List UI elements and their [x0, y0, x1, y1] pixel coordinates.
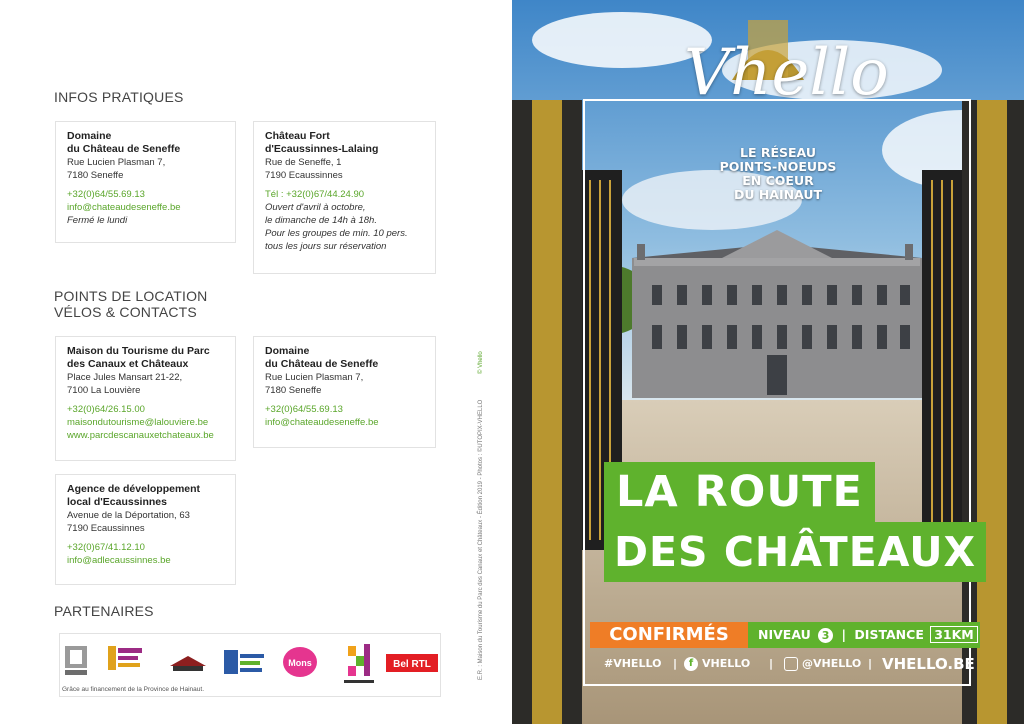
- separator: |: [868, 657, 873, 670]
- card-title: du Château de Seneffe: [67, 143, 181, 155]
- card-email-link[interactable]: maisondutourisme@lalouviere.be: [67, 417, 209, 428]
- instagram-handle[interactable]: @VHELLO: [802, 657, 862, 670]
- tagline-line: DU HAINAUT: [733, 187, 823, 202]
- distance-value: 31KM: [930, 626, 978, 643]
- contact-card-seneffe-2: [253, 336, 436, 448]
- card-city: 7190 Ecaussinnes: [265, 170, 343, 181]
- title-line-2: DES CHÂTEAUX: [604, 522, 986, 582]
- card-address: Rue Lucien Plasman 7,: [67, 157, 166, 168]
- niveau-number: 3: [818, 628, 833, 643]
- vhello-logo: Vhello: [684, 36, 889, 110]
- card-title: d'Ecaussinnes-Lalaing: [265, 143, 379, 155]
- card-email-link[interactable]: info@chateaudeseneffe.be: [265, 417, 379, 428]
- visit-mons-logo: [282, 646, 322, 682]
- card-title: local d'Ecaussinnes: [67, 496, 167, 508]
- separator: |: [673, 657, 678, 670]
- facebook-icon[interactable]: f: [684, 657, 698, 671]
- tagline: [708, 146, 848, 202]
- card-title: Domaine: [265, 345, 310, 357]
- contact-card-maison-tourisme: [55, 336, 236, 461]
- card-title: Domaine: [67, 130, 112, 142]
- card-note: Fermé le lundi: [67, 215, 128, 226]
- location-title: POINTS DE LOCATION: [54, 288, 208, 304]
- card-city: 7180 Seneffe: [265, 385, 322, 396]
- svg-text:Bel RTL: Bel RTL: [393, 659, 431, 670]
- card-address: Place Jules Mansart 21-22,: [67, 372, 183, 383]
- card-phone: +32(0)64/26.15.00: [67, 404, 145, 415]
- card-email-link[interactable]: info@chateaudeseneffe.be: [67, 202, 181, 213]
- location-title: VÉLOS & CONTACTS: [54, 304, 197, 320]
- partner-roof-logo: [170, 656, 206, 672]
- svg-text:Mons: Mons: [288, 658, 312, 668]
- card-title: du Château de Seneffe: [265, 358, 379, 370]
- card-phone: Tél : +32(0)67/44.24.90: [265, 189, 365, 200]
- card-website-link[interactable]: www.parcdescanauxetchateaux.be: [67, 430, 214, 441]
- card-address: Rue de Seneffe, 1: [265, 157, 342, 168]
- card-email-link[interactable]: info@adlecaussinnes.be: [67, 555, 171, 566]
- partners-title: PARTENAIRES: [54, 603, 154, 619]
- parc-canaux-chateaux-logo: [224, 650, 264, 678]
- contact-card-ecaussinnes-lalaing: [253, 121, 436, 274]
- contact-card-adl-ecaussinnes: [55, 474, 236, 585]
- niveau-label: NIVEAU: [758, 627, 811, 642]
- separator: |: [769, 657, 774, 670]
- card-phone: +32(0)64/55.69.13: [265, 404, 343, 415]
- separator: |: [841, 627, 847, 642]
- card-city: 7180 Seneffe: [67, 170, 124, 181]
- social-row: [590, 652, 980, 676]
- hainaut-logo: [65, 646, 87, 676]
- card-title: Château Fort: [265, 130, 330, 142]
- card-note: Ouvert d'avril à octobre,: [265, 202, 366, 213]
- coeur-du-hainaut-logo: [108, 644, 144, 672]
- card-address: Rue Lucien Plasman 7,: [265, 372, 364, 383]
- belrtl-logo: [386, 654, 438, 672]
- funding-note: Grâce au financement de la Province de Hainaut.: [62, 686, 205, 693]
- card-note: tous les jours sur réservation: [265, 241, 387, 252]
- card-address: Avenue de la Déportation, 63: [67, 510, 190, 521]
- tagline-line: LE RÉSEAU: [739, 145, 816, 160]
- card-phone: +32(0)67/41.12.10: [67, 542, 145, 553]
- card-title: des Canaux et Châteaux: [67, 358, 189, 370]
- publisher-note: E.R. : Maison du Tourisme du Parc des Canaux et Châteaux - Édition 2019 - Photos : ©UTOPIX-VHELLO: [478, 399, 484, 680]
- facebook-handle[interactable]: VHELLO: [702, 657, 751, 670]
- card-phone: +32(0)64/55.69.13: [67, 189, 145, 200]
- tagline-line: EN COEUR: [742, 173, 814, 188]
- title-line-1: LA ROUTE: [604, 462, 875, 522]
- card-note: le dimanche de 14h à 18h.: [265, 215, 377, 226]
- card-title: Maison du Tourisme du Parc: [67, 345, 210, 357]
- card-note: Pour les groupes de min. 10 pers.: [265, 228, 408, 239]
- card-title: Agence de développement: [67, 483, 201, 495]
- instagram-icon[interactable]: [784, 657, 798, 671]
- distance-label: DISTANCE: [854, 627, 924, 642]
- card-city: 7100 La Louvière: [67, 385, 141, 396]
- hashtag: #VHELLO: [604, 657, 662, 670]
- level-info: [748, 622, 980, 648]
- card-city: 7190 Ecaussinnes: [67, 523, 145, 534]
- website-link[interactable]: VHELLO.BE: [882, 655, 975, 673]
- visit-hainaut-logo: [342, 642, 376, 686]
- tagline-line: POINTS-NOEUDS: [719, 159, 837, 174]
- copyright-note: © Vhello: [478, 351, 484, 374]
- contact-card-seneffe: [55, 121, 236, 243]
- level-badge: CONFIRMÉS: [590, 622, 748, 648]
- infos-pratiques-title: INFOS PRATIQUES: [54, 89, 184, 105]
- cover-panel: [512, 0, 1024, 724]
